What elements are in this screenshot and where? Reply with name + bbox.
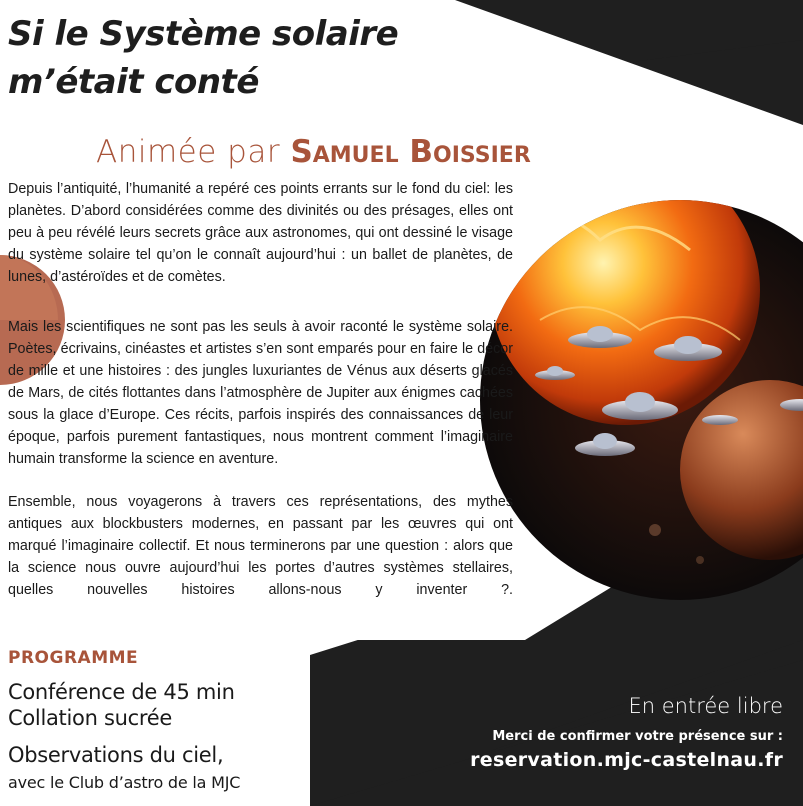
confirm-presence-text: Merci de confirmer votre présence sur : [492,729,783,744]
reservation-link[interactable]: reservation.mjc-castelnau.fr [470,749,783,771]
host-prefix: Animée par [96,134,291,170]
host-name: Samuel Boissier [290,134,531,170]
programme-item-collation: Collation sucrée [8,706,172,730]
body-paragraph-2: Mais les scientifiques ne sont pas les seuls à avoir raconté le système solaire. Poètes, écrivains, cinéastes et artistes s’en sont emparés pour en faire le décor de mille et une histoires : des jungles luxuriantes de Vénus aux déserts glacés de Mars, de cités flottantes dans l’atmosphère de Jupiter aux énigmes cachées sous la glace d’Europe. Ces récits, parfois inspirés des connaissances de leur époque, parfois purement fantastiques, nous montrent comment l’imaginaire humain transforme la science en aventure. [8,319,513,467]
body-paragraph-3: Ensemble, nous voyagerons à travers ces représentations, des mythes antiques aux blockbusters modernes, en passant par les œuvres qui ont marqué l’imaginaire collectif. Et nous terminerons par une question : alors que la science nous ouvre aujourd’hui les portes d’autres systèmes stellaires, quelles nouvelles histoires allons-nous y inventer ?. [8,494,513,598]
programme-item-observations-detail: avec le Club d’astro de la MJC [8,773,241,792]
page-title-line-1: Si le Système solaire [8,14,399,54]
free-entry-label: En entrée libre [628,694,783,718]
host-line [96,134,531,170]
page-title-line-2: m’était conté [8,62,259,102]
body-paragraph-1: Depuis l’antiquité, l’humanité a repéré ces points errants sur le fond du ciel: les planètes. D’abord considérées comme des divinités ou des présages, elles ont peu à peu révélé leurs secrets grâce aux astronomes, qui ont dessiné le visage du système solaire tel qu’on le connaît aujourd’hui : un ballet de planètes, de lunes, d’astéroïdes et de comètes. [8,181,513,285]
programme-heading: PROGRAMME [8,648,139,668]
programme-item-observations: Observations du ciel, [8,743,224,767]
programme-item-conference: Conférence de 45 min [8,680,235,704]
